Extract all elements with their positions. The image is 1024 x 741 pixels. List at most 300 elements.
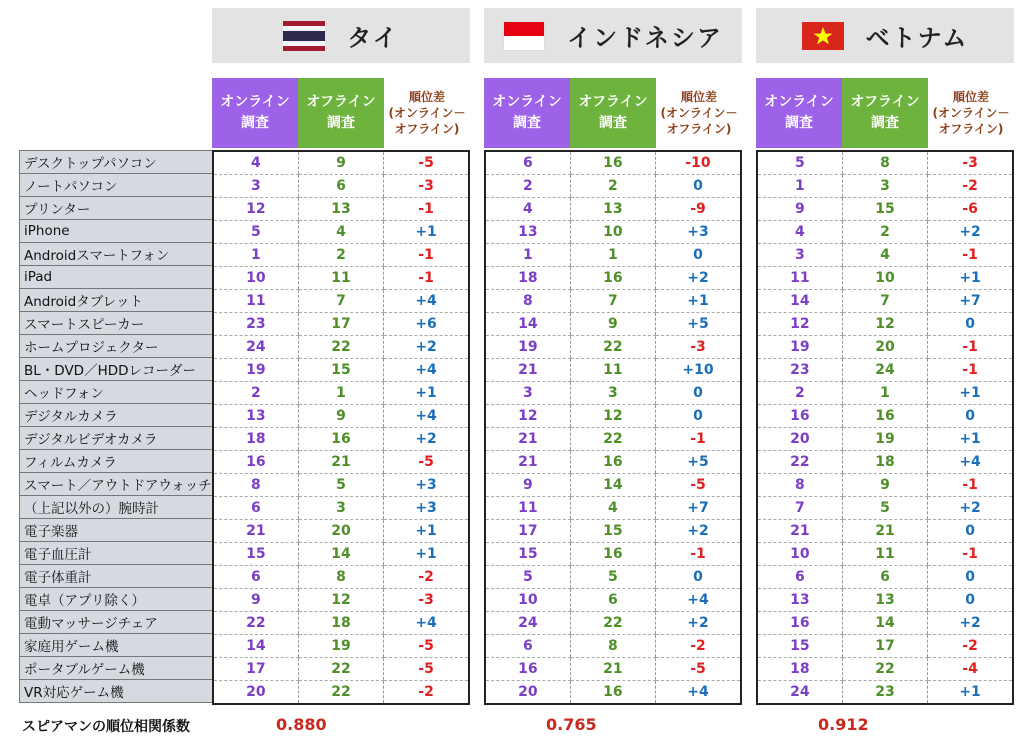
rank-diff-cell: +4 <box>656 681 741 705</box>
col-header-diff-thailand: 順位差 (オンライン－ オフライン) <box>384 78 470 148</box>
offline-rank-cell: 16 <box>570 681 655 705</box>
offline-rank-cell: 16 <box>570 151 655 175</box>
thailand-row <box>213 658 469 681</box>
item-row <box>20 197 213 220</box>
offline-rank-cell: 22 <box>298 681 383 705</box>
country-header-thailand <box>212 8 470 63</box>
rank-diff-cell: +1 <box>384 543 469 566</box>
item-label: フィルムカメラ <box>20 450 213 473</box>
indonesia-flag-icon <box>503 21 545 51</box>
online-rank-cell: 14 <box>213 635 298 658</box>
online-rank-cell: 11 <box>757 267 842 290</box>
online-rank-cell: 2 <box>485 175 570 198</box>
rank-diff-cell: 0 <box>928 520 1013 543</box>
item-label: VR対応ゲーム機 <box>20 680 213 703</box>
vietnam-row <box>757 359 1013 382</box>
offline-rank-cell: 8 <box>298 566 383 589</box>
item-label: ポータブルゲーム機 <box>20 657 213 680</box>
rank-diff-cell: -6 <box>928 198 1013 221</box>
offline-rank-cell: 9 <box>298 405 383 428</box>
item-label: 電子楽器 <box>20 519 213 542</box>
online-rank-cell: 11 <box>213 290 298 313</box>
offline-rank-cell: 7 <box>570 290 655 313</box>
offline-rank-cell: 15 <box>842 198 927 221</box>
online-rank-cell: 1 <box>485 244 570 267</box>
online-rank-cell: 19 <box>213 359 298 382</box>
spearman-label: スピアマンの順位相関係数 <box>22 719 190 735</box>
offline-rank-cell: 13 <box>570 198 655 221</box>
vietnam-row <box>757 451 1013 474</box>
country-name-thailand: タイ <box>347 24 399 52</box>
indonesia-row <box>485 612 741 635</box>
offline-rank-cell: 23 <box>842 681 927 705</box>
rank-diff-cell: -5 <box>384 635 469 658</box>
online-rank-cell: 24 <box>790 684 810 700</box>
rank-diff-cell: -2 <box>928 175 1013 198</box>
col-header-diff-indonesia: 順位差 (オンライン－ オフライン) <box>656 78 742 148</box>
rank-diff-cell: +2 <box>384 428 469 451</box>
rank-diff-cell: +2 <box>928 612 1013 635</box>
rank-diff-cell: -1 <box>384 267 469 290</box>
thailand-rank-table <box>212 150 470 705</box>
thailand-row <box>213 221 469 244</box>
rank-diff-cell: -1 <box>928 244 1013 267</box>
col-header-offline-vietnam: オフライン 調査 <box>842 78 928 148</box>
online-rank-cell: 9 <box>213 589 298 612</box>
vietnam-row <box>757 175 1013 198</box>
thailand-row <box>213 405 469 428</box>
indonesia-row <box>485 221 741 244</box>
online-rank-cell: 24 <box>485 612 570 635</box>
online-rank-cell: 9 <box>757 198 842 221</box>
online-rank-cell: 3 <box>213 175 298 198</box>
rank-diff-cell: 0 <box>928 313 1013 336</box>
rank-diff-cell: 0 <box>928 405 1013 428</box>
thailand-row <box>213 336 469 359</box>
offline-rank-cell: 12 <box>570 405 655 428</box>
offline-rank-cell: 10 <box>842 267 927 290</box>
online-rank-cell: 23 <box>213 313 298 336</box>
rank-diff-cell: +7 <box>656 497 741 520</box>
offline-rank-cell: 24 <box>842 359 927 382</box>
thailand-row <box>213 151 469 175</box>
online-rank-cell: 21 <box>485 359 570 382</box>
online-rank-cell: 4 <box>485 198 570 221</box>
offline-rank-cell: 22 <box>842 658 927 681</box>
offline-rank-cell: 6 <box>570 589 655 612</box>
rank-diff-cell: 0 <box>656 405 741 428</box>
item-row <box>20 565 213 588</box>
rank-diff-cell: +2 <box>928 497 1013 520</box>
offline-rank-cell: 11 <box>842 543 927 566</box>
offline-rank-cell: 2 <box>298 244 383 267</box>
rank-diff-cell: -2 <box>656 635 741 658</box>
online-rank-cell: 17 <box>213 658 298 681</box>
item-label: スマートスピーカー <box>20 312 213 335</box>
offline-rank-cell: 15 <box>298 359 383 382</box>
item-row <box>20 519 213 542</box>
thailand-row <box>213 428 469 451</box>
rank-diff-cell: +7 <box>928 290 1013 313</box>
correlation-indonesia: 0.765 <box>546 715 597 734</box>
offline-rank-cell: 5 <box>298 474 383 497</box>
offline-rank-cell: 16 <box>842 405 927 428</box>
offline-rank-cell: 4 <box>298 221 383 244</box>
thailand-row <box>213 359 469 382</box>
online-rank-cell: 14 <box>757 290 842 313</box>
offline-rank-cell: 12 <box>298 589 383 612</box>
item-label: 電卓（アプリ除く） <box>20 588 213 611</box>
online-rank-cell: 2 <box>757 382 842 405</box>
offline-rank-cell: 21 <box>570 658 655 681</box>
item-label: デスクトップパソコン <box>20 151 213 174</box>
rank-diff-cell: -1 <box>928 474 1013 497</box>
offline-rank-cell: 3 <box>298 497 383 520</box>
online-rank-cell: 14 <box>485 313 570 336</box>
rank-diff-cell: 0 <box>656 566 741 589</box>
online-rank-cell: 4 <box>213 151 298 175</box>
offline-rank-cell: 16 <box>570 543 655 566</box>
offline-rank-cell: 6 <box>298 175 383 198</box>
online-rank-cell: 19 <box>757 336 842 359</box>
vietnam-row <box>757 589 1013 612</box>
offline-rank-cell: 14 <box>842 612 927 635</box>
item-label: iPad <box>20 266 213 289</box>
online-rank-cell: 15 <box>485 543 570 566</box>
online-rank-cell: 2 <box>213 382 298 405</box>
online-rank-cell: 16 <box>757 405 842 428</box>
rank-diff-cell: +4 <box>656 589 741 612</box>
rank-diff-cell: -3 <box>656 336 741 359</box>
offline-rank-cell: 22 <box>570 336 655 359</box>
item-row <box>20 358 213 381</box>
rank-diff-cell: -1 <box>656 543 741 566</box>
item-label: ヘッドフォン <box>20 381 213 404</box>
offline-rank-cell: 18 <box>842 451 927 474</box>
rank-diff-cell: +4 <box>384 405 469 428</box>
offline-rank-cell: 22 <box>298 658 383 681</box>
item-label: スマート／アウトドアウォッチ <box>20 473 213 496</box>
thailand-row <box>213 267 469 290</box>
indonesia-row <box>485 382 741 405</box>
online-rank-cell: 20 <box>757 428 842 451</box>
offline-rank-cell: 14 <box>298 543 383 566</box>
online-rank-cell: 17 <box>485 520 570 543</box>
indonesia-row <box>485 313 741 336</box>
vietnam-row <box>757 267 1013 290</box>
item-row <box>20 657 213 680</box>
thailand-row <box>213 520 469 543</box>
item-label: プリンター <box>20 197 213 220</box>
rank-diff-cell: -3 <box>384 175 469 198</box>
online-rank-cell: 9 <box>485 474 570 497</box>
item-label: Androidタブレット <box>20 289 213 312</box>
rank-diff-cell: +1 <box>656 290 741 313</box>
item-label: デジタルビデオカメラ <box>20 427 213 450</box>
indonesia-row <box>485 589 741 612</box>
online-rank-cell: 6 <box>213 566 298 589</box>
rank-diff-cell: +3 <box>384 474 469 497</box>
offline-rank-cell: 12 <box>842 313 927 336</box>
vietnam-row <box>757 612 1013 635</box>
offline-rank-cell: 11 <box>298 267 383 290</box>
rank-diff-cell: -1 <box>928 543 1013 566</box>
offline-rank-cell: 17 <box>842 635 927 658</box>
rank-diff-cell: +2 <box>656 267 741 290</box>
indonesia-rank-table <box>484 150 742 705</box>
item-row <box>20 680 213 703</box>
item-label: ホームプロジェクター <box>20 335 213 358</box>
rank-diff-cell: +4 <box>928 451 1013 474</box>
vietnam-row <box>757 382 1013 405</box>
online-rank-cell: 19 <box>485 336 570 359</box>
indonesia-row <box>485 520 741 543</box>
offline-rank-cell: 7 <box>298 290 383 313</box>
online-rank-cell: 8 <box>757 474 842 497</box>
offline-rank-cell: 11 <box>570 359 655 382</box>
online-rank-cell: 4 <box>757 221 842 244</box>
online-rank-cell: 13 <box>757 589 842 612</box>
offline-rank-cell: 22 <box>298 336 383 359</box>
item-label: BL・DVD／HDDレコーダー <box>20 358 213 381</box>
online-rank-cell: 5 <box>485 566 570 589</box>
rank-diff-cell: 0 <box>928 566 1013 589</box>
rank-diff-cell: +3 <box>384 497 469 520</box>
vietnam-row <box>757 520 1013 543</box>
rank-diff-cell: 0 <box>656 175 741 198</box>
online-rank-cell: 5 <box>213 221 298 244</box>
indonesia-row <box>485 151 741 175</box>
item-row <box>20 634 213 657</box>
indonesia-row <box>485 681 741 705</box>
vietnam-row <box>757 244 1013 267</box>
offline-rank-cell: 2 <box>842 221 927 244</box>
offline-rank-cell: 16 <box>570 451 655 474</box>
vietnam-row <box>757 681 1013 705</box>
rank-diff-cell: +1 <box>928 267 1013 290</box>
rank-diff-cell: +4 <box>384 290 469 313</box>
thailand-row <box>213 543 469 566</box>
item-label: 家庭用ゲーム機 <box>20 634 213 657</box>
thailand-row <box>213 497 469 520</box>
item-row <box>20 450 213 473</box>
rank-diff-cell: +1 <box>384 382 469 405</box>
vietnam-row <box>757 151 1013 175</box>
online-rank-cell: 6 <box>213 497 298 520</box>
online-rank-cell: 10 <box>213 267 298 290</box>
offline-rank-cell: 3 <box>842 175 927 198</box>
offline-rank-cell: 13 <box>842 589 927 612</box>
item-row <box>20 588 213 611</box>
offline-rank-cell: 1 <box>298 382 383 405</box>
rank-diff-cell: -1 <box>928 359 1013 382</box>
country-header-indonesia <box>484 8 742 63</box>
col-header-online-indonesia: オンライン 調査 <box>484 78 570 148</box>
col-header-online-vietnam: オンライン 調査 <box>756 78 842 148</box>
online-rank-cell: 12 <box>757 313 842 336</box>
vietnam-rank-table <box>756 150 1014 705</box>
vietnam-row <box>757 198 1013 221</box>
rank-diff-cell: +1 <box>384 520 469 543</box>
vietnam-row <box>757 221 1013 244</box>
offline-rank-cell: 5 <box>842 497 927 520</box>
online-rank-cell: 15 <box>757 635 842 658</box>
rank-diff-cell: -2 <box>928 635 1013 658</box>
rank-diff-cell: -2 <box>384 681 469 705</box>
indonesia-row <box>485 566 741 589</box>
item-row <box>20 381 213 404</box>
online-rank-cell: 21 <box>485 451 570 474</box>
indonesia-row <box>485 198 741 221</box>
correlation-thailand: 0.880 <box>276 715 327 734</box>
rank-diff-cell: -5 <box>384 151 469 175</box>
item-label: iPhone <box>20 220 213 243</box>
thailand-row <box>213 290 469 313</box>
online-rank-cell: 18 <box>485 267 570 290</box>
indonesia-row <box>485 451 741 474</box>
online-rank-cell: 3 <box>485 382 570 405</box>
online-rank-cell: 1 <box>213 244 298 267</box>
offline-rank-cell: 19 <box>842 428 927 451</box>
offline-rank-cell: 8 <box>570 635 655 658</box>
online-rank-cell: 16 <box>485 658 570 681</box>
offline-rank-cell: 6 <box>842 566 927 589</box>
indonesia-row <box>485 474 741 497</box>
thailand-row <box>213 566 469 589</box>
item-label: デジタルカメラ <box>20 404 213 427</box>
item-row <box>20 312 213 335</box>
online-rank-cell: 12 <box>485 405 570 428</box>
online-rank-cell: 6 <box>757 566 842 589</box>
vietnam-row <box>757 543 1013 566</box>
online-rank-cell: 22 <box>757 451 842 474</box>
thailand-row <box>213 451 469 474</box>
rank-diff-cell: 0 <box>656 244 741 267</box>
item-row <box>20 243 213 266</box>
rank-diff-cell: +2 <box>928 221 1013 244</box>
item-row <box>20 496 213 519</box>
vietnam-flag-icon <box>802 22 844 50</box>
online-rank-cell: 10 <box>485 589 570 612</box>
indonesia-row <box>485 497 741 520</box>
rank-diff-cell: -1 <box>928 336 1013 359</box>
vietnam-row <box>757 336 1013 359</box>
online-rank-cell: 11 <box>485 497 570 520</box>
thailand-row <box>213 382 469 405</box>
vietnam-row <box>757 658 1013 681</box>
rank-diff-cell: -5 <box>384 451 469 474</box>
online-rank-cell: 23 <box>757 359 842 382</box>
offline-rank-cell: 3 <box>570 382 655 405</box>
thailand-row <box>213 313 469 336</box>
offline-rank-cell: 9 <box>842 474 927 497</box>
online-rank-cell: 13 <box>485 221 570 244</box>
offline-rank-cell: 9 <box>570 313 655 336</box>
online-rank-cell: 18 <box>213 428 298 451</box>
indonesia-row <box>485 635 741 658</box>
offline-rank-cell: 7 <box>842 290 927 313</box>
offline-rank-cell: 14 <box>570 474 655 497</box>
item-row <box>20 220 213 243</box>
rank-diff-cell: +10 <box>656 359 741 382</box>
vietnam-row <box>757 474 1013 497</box>
indonesia-row <box>485 359 741 382</box>
rank-diff-cell: 0 <box>928 589 1013 612</box>
offline-rank-cell: 20 <box>298 520 383 543</box>
col-header-online-thailand: オンライン 調査 <box>212 78 298 148</box>
rank-diff-cell: +5 <box>656 451 741 474</box>
thailand-flag-icon <box>283 21 325 51</box>
thailand-row <box>213 681 469 705</box>
item-label: 電動マッサージチェア <box>20 611 213 634</box>
offline-rank-cell: 4 <box>570 497 655 520</box>
rank-diff-cell: -9 <box>656 198 741 221</box>
rank-diff-cell: -5 <box>656 658 741 681</box>
rank-diff-cell: +4 <box>384 612 469 635</box>
vietnam-row <box>757 290 1013 313</box>
rank-diff-cell: -3 <box>384 589 469 612</box>
item-label: 電子血圧計 <box>20 542 213 565</box>
item-label: 電子体重計 <box>20 565 213 588</box>
rank-diff-cell: -5 <box>656 474 741 497</box>
rank-diff-cell: +4 <box>384 359 469 382</box>
thailand-row <box>213 612 469 635</box>
offline-rank-cell: 16 <box>298 428 383 451</box>
rank-diff-cell: +2 <box>384 336 469 359</box>
offline-rank-cell: 1 <box>842 382 927 405</box>
vietnam-row <box>757 405 1013 428</box>
online-rank-cell: 16 <box>757 612 842 635</box>
rank-diff-cell: -3 <box>928 151 1013 175</box>
rank-diff-cell: +5 <box>656 313 741 336</box>
online-rank-cell: 15 <box>213 543 298 566</box>
online-rank-cell: 10 <box>757 543 842 566</box>
online-rank-cell: 3 <box>757 244 842 267</box>
offline-rank-cell: 16 <box>570 267 655 290</box>
item-row <box>20 289 213 312</box>
indonesia-row <box>485 244 741 267</box>
online-rank-cell: 8 <box>213 474 298 497</box>
offline-rank-cell: 9 <box>298 151 383 175</box>
indonesia-row <box>485 428 741 451</box>
thailand-row <box>213 198 469 221</box>
thailand-row <box>213 635 469 658</box>
rank-diff-cell: 0 <box>656 382 741 405</box>
rank-diff-cell: -1 <box>384 198 469 221</box>
indonesia-row <box>485 175 741 198</box>
rank-diff-cell: +1 <box>384 221 469 244</box>
rank-diff-cell: -10 <box>656 151 741 175</box>
item-row <box>20 174 213 197</box>
col-header-offline-indonesia: オフライン 調査 <box>570 78 656 148</box>
item-label-table <box>19 150 213 703</box>
rank-diff-cell: +1 <box>928 681 1013 705</box>
offline-rank-cell: 22 <box>570 428 655 451</box>
offline-rank-cell: 18 <box>298 612 383 635</box>
item-row <box>20 335 213 358</box>
item-row <box>20 611 213 634</box>
offline-rank-cell: 20 <box>842 336 927 359</box>
col-header-offline-thailand: オフライン 調査 <box>298 78 384 148</box>
vietnam-row <box>757 497 1013 520</box>
online-rank-cell: 24 <box>213 336 298 359</box>
online-rank-cell: 6 <box>485 151 570 175</box>
online-rank-cell: 8 <box>485 290 570 313</box>
indonesia-row <box>485 658 741 681</box>
rank-diff-cell: +1 <box>928 382 1013 405</box>
country-header-vietnam <box>756 8 1014 63</box>
offline-rank-cell: 21 <box>842 520 927 543</box>
